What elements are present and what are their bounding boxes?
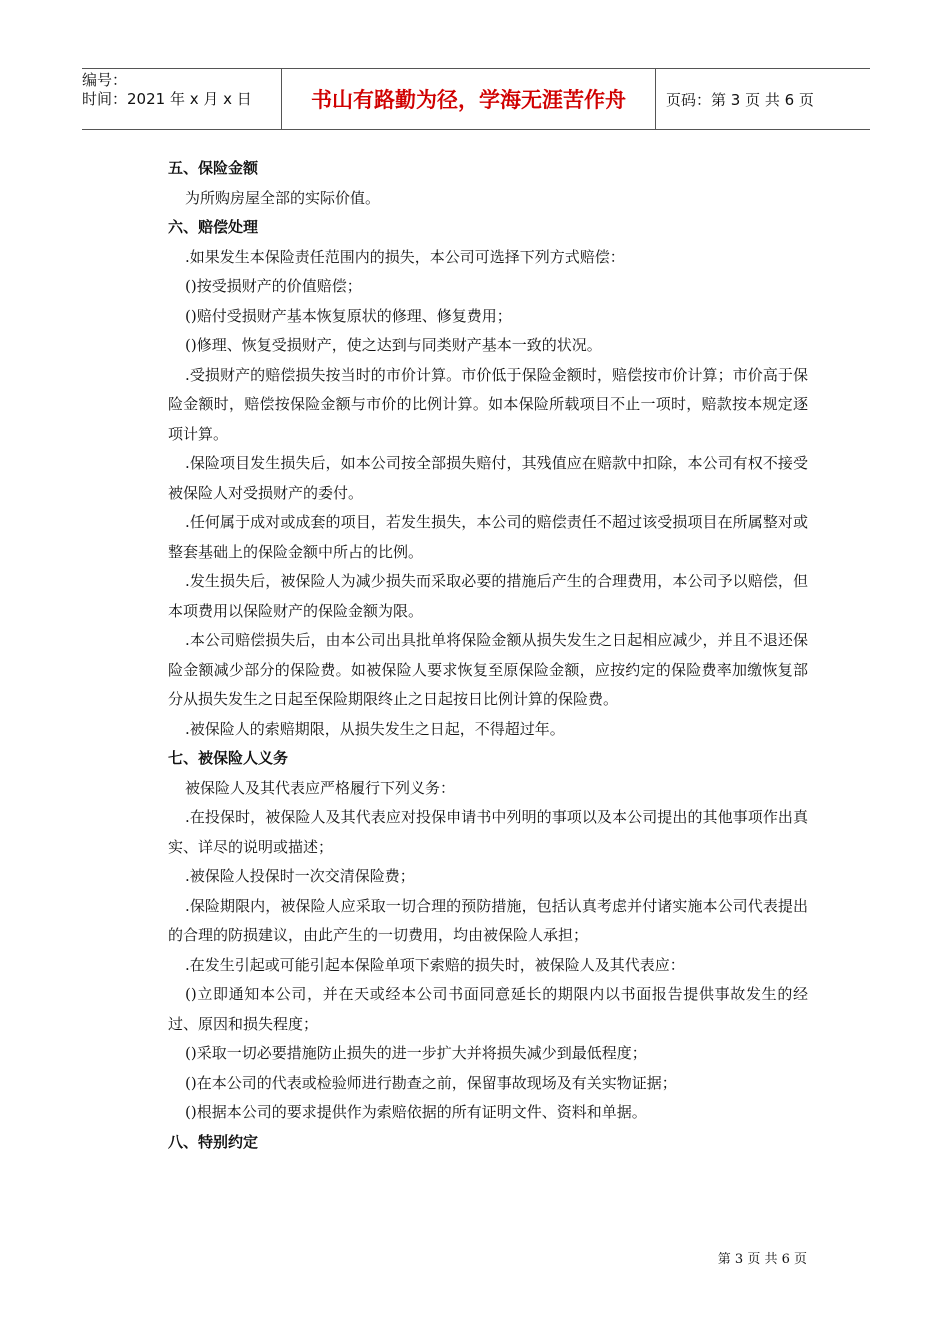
body-paragraph: .本公司赔偿损失后，由本公司出具批单将保险金额从损失发生之日起相应减少，并且不退还保险金额减少部分的保险费。如被保险人要求恢复至原保险金额，应按约定的保险费率加缴恢复部分从损失发生之日起至保险期限终止之日起按日比例计算的保险费。 [168, 631, 808, 708]
section-heading: 七、被保险人义务 [168, 749, 289, 767]
section-heading: 五、保险金额 [168, 159, 259, 177]
body-paragraph: 被保险人及其代表应严格履行下列义务： [185, 778, 456, 797]
body-paragraph: .被保险人投保时一次交清保险费； [185, 867, 415, 885]
page-footer: 第 3 页 共 6 页 [717, 1252, 807, 1267]
date-line: 时间：2021 年 x 月 x 日 [82, 90, 252, 108]
body-paragraph: ()立即通知本公司，并在天或经本公司书面同意延长的期限内以书面报告提供事故发生的经过、原因和损失程度； [168, 985, 808, 1033]
header-motto: 书山有路勤为径，学海无涯苦作舟 [282, 69, 656, 129]
section-heading: 六、赔偿处理 [168, 218, 259, 236]
body-paragraph: ()根据本公司的要求提供作为索赔依据的所有证明文件、资料和单据。 [185, 1103, 647, 1121]
body-paragraph: .保险项目发生损失后，如本公司按全部损失赔付，其残值应在赔款中扣除，本公司有权不接受被保险人对受损财产的委付。 [168, 454, 808, 502]
body-paragraph: ()修理、恢复受损财产，使之达到与同类财产基本一致的状况。 [185, 336, 602, 354]
page-header [82, 68, 870, 130]
body-paragraph: .受损财产的赔偿损失按当时的市价计算。市价低于保险金额时，赔偿按市价计算；市价高于保险金额时，赔偿按保险金额与市价的比例计算。如本保险所载项目不止一项时，赔款按本规定逐项计算。 [168, 365, 808, 443]
body-paragraph: .发生损失后，被保险人为减少损失而采取必要的措施后产生的合理费用，本公司予以赔偿，但本项费用以保险财产的保险金额为限。 [168, 572, 808, 620]
body-paragraph: .如果发生本保险责任范围内的损失，本公司可选择下列方式赔偿： [185, 247, 625, 266]
body-paragraph: .保险期限内，被保险人应采取一切合理的预防措施，包括认真考虑并付诸实施本公司代表提出的合理的防损建议，由此产生的一切费用，均由被保险人承担； [168, 896, 808, 944]
body-paragraph: 为所购房屋全部的实际价值。 [185, 188, 381, 207]
body-paragraph: ()按受损财产的价值赔偿； [185, 277, 362, 295]
body-paragraph: .在投保时，被保险人及其代表应对投保申请书中列明的事项以及本公司提出的其他事项作出真实、详尽的说明或描述； [168, 808, 808, 856]
body-paragraph: ()赔付受损财产基本恢复原状的修理、修复费用； [185, 306, 512, 325]
body-paragraph: .被保险人的索赔期限，从损失发生之日起，不得超过年。 [185, 719, 565, 738]
header-page-info: 页码：第 3 页 共 6 页 [666, 90, 814, 109]
body-paragraph: .任何属于成对或成套的项目，若发生损失，本公司的赔偿责任不超过该受损项目在所属整对或整套基础上的保险金额中所占的比例。 [168, 513, 808, 561]
body-paragraph: .在发生引起或可能引起本保险单项下索赔的损失时，被保险人及其代表应： [185, 955, 685, 974]
body-paragraph: ()采取一切必要措施防止损失的进一步扩大并将损失减少到最低程度； [185, 1044, 647, 1062]
header-meta [82, 69, 282, 129]
serial-number-label: 编号： [82, 71, 128, 89]
section-heading: 八、特别约定 [168, 1132, 259, 1151]
body-paragraph: ()在本公司的代表或检验师进行勘查之前，保留事故现场及有关实物证据； [185, 1073, 677, 1092]
document-body [168, 154, 808, 1157]
